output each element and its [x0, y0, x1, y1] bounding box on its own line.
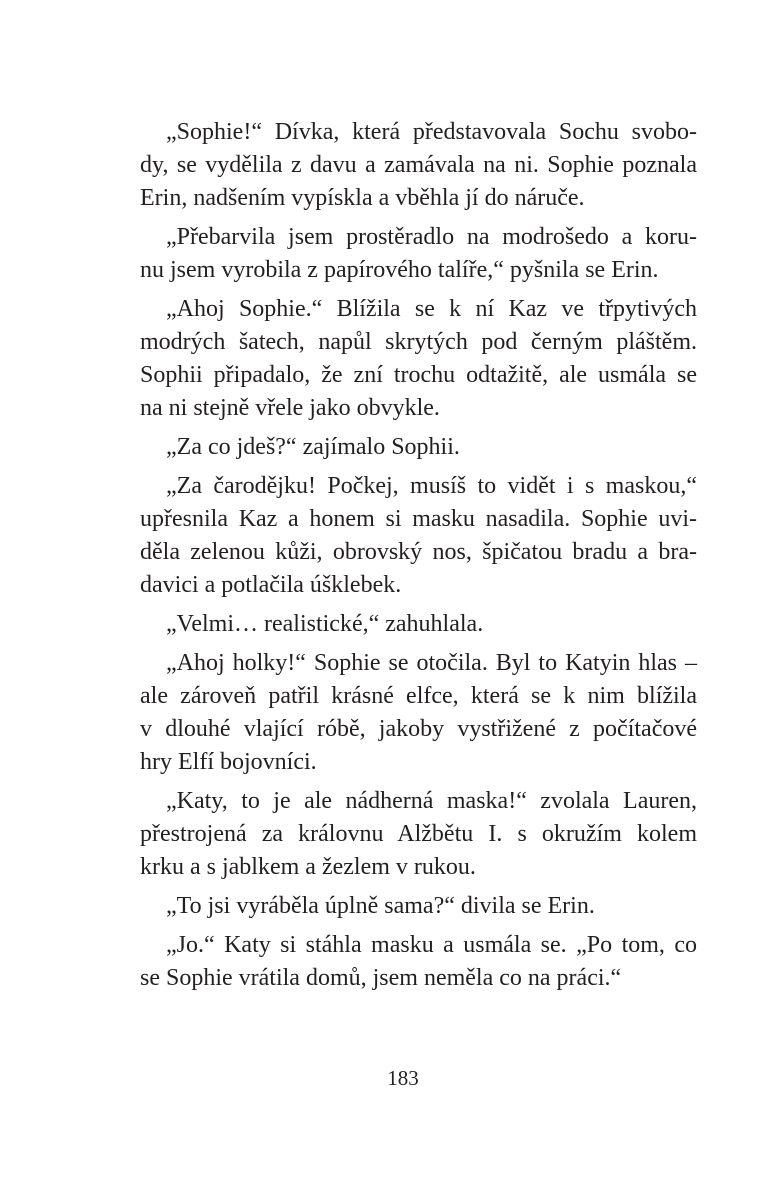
text-line: „Ahoj holky!“ Sophie se otočila. Byl to Katyin hlas –: [166, 650, 697, 676]
text-line: hry Elfí bojovníci.: [140, 749, 317, 775]
paragraph: [140, 116, 697, 215]
text-line: modrých šatech, napůl skrytých pod černým pláštěm.: [140, 329, 697, 355]
paragraph: [140, 293, 697, 425]
text-line: na ni stejně vřele jako obvykle.: [140, 395, 440, 421]
text-line: „Katy, to je ale nádherná maska!“ zvolala Lauren,: [166, 788, 697, 814]
body-text: [140, 116, 697, 995]
paragraph: [140, 647, 697, 779]
text-line: přestrojená za královnu Alžbětu I. s okružím kolem: [140, 821, 697, 847]
text-line: se Sophie vrátila domů, jsem neměla co na práci.“: [140, 965, 622, 991]
text-line: „To jsi vyráběla úplně sama?“ divila se Erin.: [166, 893, 595, 919]
paragraph: [140, 608, 697, 641]
paragraph: [140, 929, 697, 995]
paragraph: [140, 431, 697, 464]
text-line: Sophii připadalo, že zní trochu odtažitě, ale usmála se: [140, 362, 697, 388]
text-line: „Velmi… realistické,“ zahuhlala.: [166, 611, 484, 637]
text-line: v dlouhé vlající róbě, jakoby vystřižené z počítačové: [140, 716, 697, 742]
paragraph: [140, 785, 697, 884]
paragraph: [140, 890, 697, 923]
text-line: „Sophie!“ Dívka, která představovala Sochu svobo-: [166, 119, 697, 145]
text-line: nu jsem vyrobila z papírového talíře,“ pyšnila se Erin.: [140, 257, 659, 283]
text-line: děla zelenou kůži, obrovský nos, špičatou bradu a bra-: [140, 539, 697, 565]
text-line: „Za co jdeš?“ zajímalo Sophii.: [166, 434, 460, 460]
text-line: davici a potlačila úšklebek.: [140, 572, 402, 598]
paragraph: [140, 221, 697, 287]
text-line: „Přebarvila jsem prostěradlo na modrošedo a koru-: [166, 224, 697, 250]
text-line: „Za čarodějku! Počkej, musíš to vidět i s maskou,“: [166, 473, 697, 499]
text-line: ale zároveň patřil krásné elfce, která se k nim blížila: [140, 683, 697, 709]
text-line: krku a s jablkem a žezlem v rukou.: [140, 854, 476, 880]
text-line: dy, se vydělila z davu a zamávala na ni. Sophie poznala: [140, 152, 697, 178]
text-line: „Jo.“ Katy si stáhla masku a usmála se. „Po tom, co: [166, 932, 697, 958]
text-line: upřesnila Kaz a honem si masku nasadila. Sophie uvi-: [140, 506, 697, 532]
text-line: Erin, nadšením vypískla a vběhla jí do náruče.: [140, 185, 585, 211]
page-number: 183: [387, 1066, 419, 1090]
text-line: „Ahoj Sophie.“ Blížila se k ní Kaz ve třpytivých: [166, 296, 697, 322]
paragraph: [140, 470, 697, 602]
